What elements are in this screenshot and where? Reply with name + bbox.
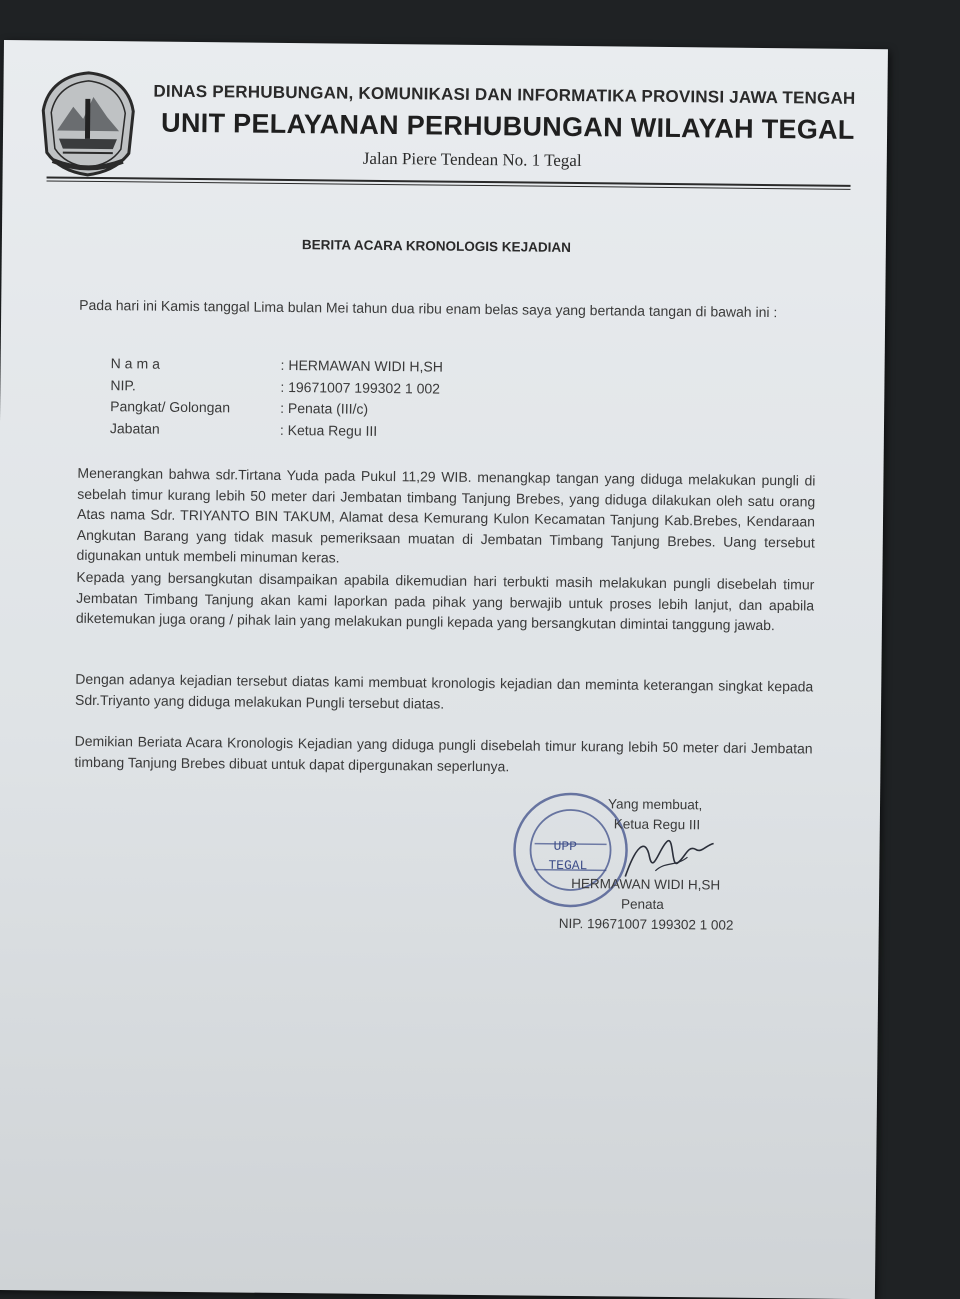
identity-value: : HERMAWAN WIDI H,SH (280, 356, 443, 375)
closing-paragraph: Demikian Beriata Acara Kronologis Kejadian yang diduga pungli disebelah timur kurang lebih 50 meter dari Jembatan timbang Tanjung Brebes dibuat untuk dapat dipergunakan seperlunya. (74, 732, 813, 774)
unit-name: UNIT PELAYANAN PERHUBUNGAN WILAYAH TEGAL (160, 107, 855, 145)
warning-paragraph: Kepada yang bersangkutan disampaikan apabila dikemudian hari terbukti masih melakukan pungli disebelah timur Jembatan Timbang Tanjung akan kami laporkan pada pihak yang berwajib untuk proses lebih lanjut, dan apabila diketemukan juga orang / pihak lain yang melakukan pungli kepada yang bersangkutan dimintai tanggung jawab. (75, 568, 815, 634)
central-java-province-emblem-icon (33, 66, 144, 177)
identity-row-position (110, 420, 610, 447)
office-address: Jalan Piere Tendean No. 1 Tegal (362, 148, 582, 171)
purpose-paragraph: Dengan adanya kejadian tersebut diatas kami membuat kronologis kejadian dan meminta keterangan singkat kepada Sdr.Triyanto yang diduga melakukan Pungli tersebut diatas. (75, 670, 814, 712)
identity-value: : 19671007 199302 1 002 (280, 378, 441, 397)
identity-label: Jabatan (109, 419, 160, 437)
identity-value: : Ketua Regu III (279, 421, 378, 439)
signature-rank: Penata (620, 896, 664, 912)
signature-position: Ketua Regu III (613, 816, 701, 833)
stamp-text-upp: UPP (553, 838, 578, 855)
intro-paragraph: Pada hari ini Kamis tanggal Lima bulan Mei tahun dua ribu enam belas saya yang bertanda tangan di bawah ini : (79, 296, 778, 321)
identity-label: Nama (110, 355, 165, 372)
identity-block (110, 355, 611, 446)
identity-label: NIP. (110, 376, 136, 393)
statement-paragraph: Menerangkan bahwa sdr.Tirtana Yuda pada Pukul 11,29 WIB. menangkap tangan yang diduga melakukan pungli di sebelah timur kurang lebih 50 meter dari Jembatan timbang Tanjung Brebes, yang diduga dilakukan oleh satu orang Atas nama Sdr. TRIYANTO BIN TAKUM, Alamat desa Kemurang Kulon Kecamatan Tanjung Kab.Brebes, Kendaraan Angkutan Barang yang tidak masuk pemeriksaan muatan di Jembatan Timbang Tanjung Brebes. Uang tersebut digunakan untuk membeli minuman keras. (76, 464, 816, 566)
agency-name: DINAS PERHUBUNGAN, KOMUNIKASI DAN INFORMATIKA PROVINSI JAWA TENGAH (153, 81, 856, 108)
signature-nip: NIP. 19671007 199302 1 002 (558, 915, 734, 933)
identity-label: Pangkat/ Golongan (110, 398, 231, 416)
identity-value: : Penata (III/c) (280, 399, 369, 417)
stamp-text-tegal: TEGAL (548, 857, 588, 874)
signature-name: HERMAWAN WIDI H,SH (571, 875, 721, 893)
document-page (0, 40, 888, 1299)
document-title: BERITA ACARA KRONOLOGIS KEJADIAN (301, 237, 571, 255)
signature-made-by: Yang membuat, (607, 796, 703, 813)
